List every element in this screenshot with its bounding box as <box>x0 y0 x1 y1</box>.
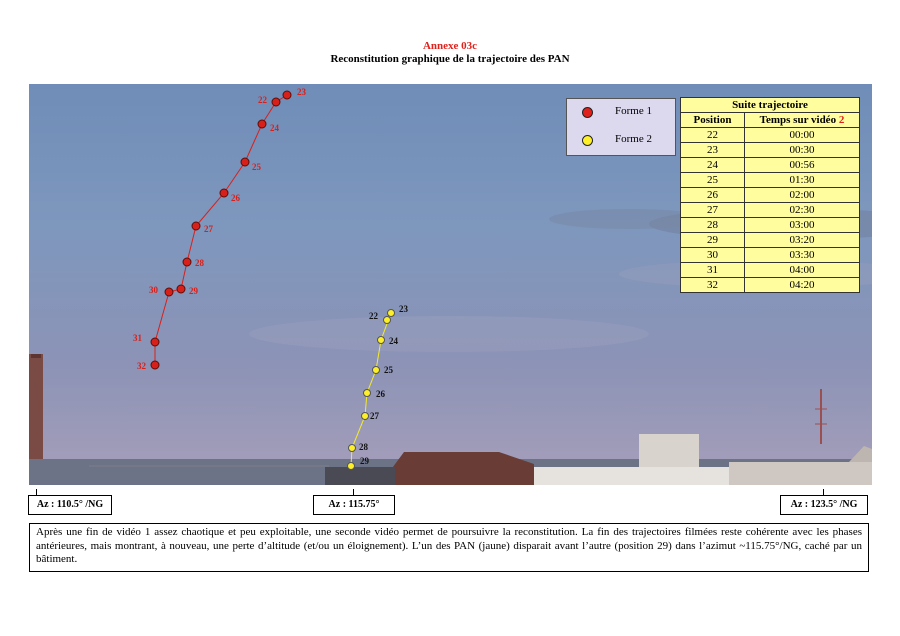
table-row <box>681 218 860 233</box>
forme2-label: 23 <box>399 304 408 314</box>
cell-time: 03:20 <box>745 233 860 248</box>
forme2-label: 29 <box>360 456 369 466</box>
forme1-point <box>283 91 291 99</box>
forme1-label: 22 <box>258 95 267 105</box>
forme2-point <box>388 310 395 317</box>
azimuth-left: Az : 110.5° /NG <box>28 495 112 515</box>
forme1-label: 31 <box>133 333 142 343</box>
cell-time: 04:20 <box>745 278 860 293</box>
cell-time: 00:56 <box>745 158 860 173</box>
forme1-label: 24 <box>270 123 279 133</box>
cell-position: 23 <box>681 143 745 158</box>
cell-position: 30 <box>681 248 745 263</box>
forme2-label: 25 <box>384 365 393 375</box>
table-header-position: Position <box>681 113 745 128</box>
forme1-point <box>151 361 159 369</box>
cell-time: 02:30 <box>745 203 860 218</box>
forme2-point <box>349 445 356 452</box>
table-row <box>681 158 860 173</box>
forme1-point <box>192 222 200 230</box>
legend-item-forme1 <box>567 105 675 119</box>
table-header-time-text: Temps sur vidéo <box>759 113 839 126</box>
table-row <box>681 143 860 158</box>
cell-position: 26 <box>681 188 745 203</box>
forme1-point <box>258 120 266 128</box>
legend-label: Forme 2 <box>615 133 652 145</box>
table-row <box>681 203 860 218</box>
cell-time: 01:30 <box>745 173 860 188</box>
forme2-label: 24 <box>389 336 398 346</box>
legend-item-forme2 <box>567 133 675 147</box>
forme1-label: 26 <box>231 193 240 203</box>
forme1-label: 25 <box>252 162 261 172</box>
page-title: Reconstitution graphique de la trajectoire des PAN <box>330 53 570 65</box>
legend-label: Forme 1 <box>615 105 652 117</box>
forme2-label: 27 <box>370 411 379 421</box>
azimuth-right: Az : 123.5° /NG <box>780 495 868 515</box>
forme1-label: 30 <box>149 285 158 295</box>
cell-time: 02:00 <box>745 188 860 203</box>
forme2-point <box>373 367 380 374</box>
cell-time: 00:30 <box>745 143 860 158</box>
cell-position: 22 <box>681 128 745 143</box>
cell-position: 28 <box>681 218 745 233</box>
forme2-label: 28 <box>359 442 368 452</box>
video-number: 2 <box>838 113 845 126</box>
forme2-point <box>378 337 385 344</box>
table-row <box>681 248 860 263</box>
cell-time: 04:00 <box>745 263 860 278</box>
forme1-point <box>151 338 159 346</box>
forme1-point <box>165 288 173 296</box>
cell-position: 31 <box>681 263 745 278</box>
forme1-label: 29 <box>189 286 198 296</box>
annex-title: Annexe 03c <box>422 40 478 52</box>
forme2-point <box>348 463 355 470</box>
table-row <box>681 173 860 188</box>
forme1-point <box>177 285 185 293</box>
trajectory-table <box>680 97 860 293</box>
cell-position: 32 <box>681 278 745 293</box>
table-row <box>681 188 860 203</box>
table-caption: Suite trajectoire <box>681 98 860 113</box>
table-row <box>681 233 860 248</box>
table-row <box>681 278 860 293</box>
forme1-label: 23 <box>297 87 306 97</box>
forme2-label: 26 <box>376 389 385 399</box>
forme1-label: 32 <box>137 361 146 371</box>
forme2-point <box>384 317 391 324</box>
forme2-point <box>362 413 369 420</box>
cell-position: 24 <box>681 158 745 173</box>
forme1-point <box>241 158 249 166</box>
cell-time: 03:30 <box>745 248 860 263</box>
forme1-point <box>272 98 280 106</box>
azimuth-center: Az : 115.75° <box>313 495 395 515</box>
table-header-time <box>745 113 860 128</box>
cell-time: 00:00 <box>745 128 860 143</box>
cell-time: 03:00 <box>745 218 860 233</box>
yellow-dot-icon <box>582 135 593 146</box>
forme1-point <box>183 258 191 266</box>
table-row <box>681 128 860 143</box>
cell-position: 25 <box>681 173 745 188</box>
legend <box>566 98 676 156</box>
cell-position: 29 <box>681 233 745 248</box>
forme1-label: 28 <box>195 258 204 268</box>
description-box: Après une fin de vidéo 1 assez chaotique et peu exploitable, une seconde vidéo permet de poursuivre la reconstitution. La fin des trajectoires filmées reste cohérente avec les phases antérieures, mais montrant, à nouveau, une perte d’altitude (et/ou un éloignement). L’un des PAN (jaune) disparait avant l’autre (position 29) dans l’azimut ~115.75°/NG, caché par un bâtiment. <box>29 523 869 572</box>
building <box>384 452 534 485</box>
red-dot-icon <box>582 107 593 118</box>
forme1-label: 27 <box>204 224 213 234</box>
forme1-point <box>220 189 228 197</box>
table-row <box>681 263 860 278</box>
forme2-label: 22 <box>369 311 378 321</box>
cell-position: 27 <box>681 203 745 218</box>
forme2-point <box>364 390 371 397</box>
